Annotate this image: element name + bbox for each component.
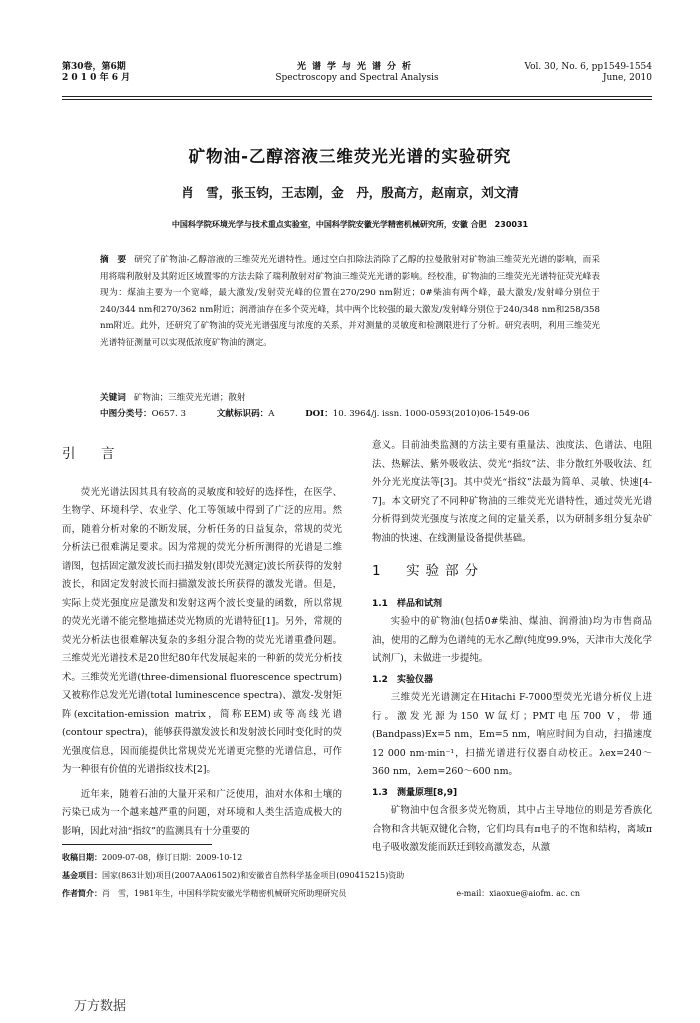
clc-label: 中图分类号： [100, 409, 152, 419]
section-experiment-heading: 1 实验部分 [372, 563, 485, 579]
doc-code-value: A [268, 409, 275, 419]
doc-code-label: 文献标识码： [216, 409, 269, 419]
subsection-instrument: 1.2 实验仪器 [372, 674, 433, 685]
running-header [62, 62, 652, 96]
abstract-label: 摘 要 [100, 255, 127, 265]
header-rule-top [62, 96, 652, 97]
principle-paragraph: 矿物油中包含很多荧光物质，其中占主导地位的则是芳香族化合物和含共轭双键化合物，它们均具有π电子的不饱和结构，离域π电子吸收激发能而跃迁到较高激发态，从激 [372, 805, 652, 853]
header-vol-issue: 第30卷，第6期 [62, 62, 126, 72]
footnote-rule [62, 844, 212, 845]
subsection-samples: 1.1 样品和试剂 [372, 598, 442, 609]
abstract-text: 研究了矿物油-乙醇溶液的三维荧光光谱特性。通过空白扣除法消除了乙醇的拉曼散射对矿物油三维荧光光谱的影响，而采用将瑞利散射及其附近区域置零的方法去除了瑞利散射对矿物油三维荧光光谱的影响。经校准，矿物油的三维荧光光谱特征荧光峰表现为：煤油主要为一个宽峰，最大激发/发射荧光峰的位置在270/290 nm附近；0#柴油有两个峰，最大激发/发射峰分别位于240/344 nm和270/362 nm附近；润滑油存在多个荧光峰，其中两个比较强的最大激发/发射峰分别位于240/348 nm和258/358 nm附近。此外，还研究了矿物油的荧光光谱强度与浓度的关系，并对测量的灵敏度和检测限进行了分析。研究表明，利用三维荧光光谱特征测量可以实现低浓度矿物油的测定。 [100, 255, 600, 348]
header-journal-cn: 光谱学与光谱分析 [296, 62, 417, 72]
intro-continued: 意义。目前油类监测的方法主要有重量法、浊度法、色谱法、电阻法、热解法、紫外吸收法、荧光“指纹”法、非分散红外吸收法、红外分光光度法等[3]。其中荧光“指纹”法最为简单、灵敏、快速[4-7]。本文研究了不同种矿物油的三维荧光光谱特性，通过荧光光谱分析得到荧光强度与浓度之间的定量关系，以为研制多组分复杂矿物油的快速、在线测量设备提供基础。 [372, 440, 652, 544]
header-journal-en: Spectroscopy and Spectral Analysis [275, 73, 439, 83]
footnote-fund: 基金项目：国家(863计划)项目(2007AA061502)和安徽省自然科学基金项目(090415215)资助 [62, 871, 405, 880]
abstract [100, 252, 600, 351]
clc-value: O657. 3 [151, 409, 186, 419]
watermark: 万方数据 [74, 999, 127, 1014]
author-email: e-mail：xiaoxue@aiofm. ac. cn [456, 889, 581, 898]
doi-label: DOI： [305, 409, 333, 419]
header-vol-en: Vol. 30, No. 6, pp1549-1554 [524, 62, 652, 72]
intro-paragraph-2: 近年来，随着石油的大量开采和广泛使用，油对水体和土壤的污染已成为一个越来越严重的问题，对环境和人类生活造成极大的影响，因此对油“指纹”的监测具有十分重要的 [62, 788, 342, 837]
header-rule-bottom [62, 99, 652, 100]
section-intro-heading: 引 言 [62, 446, 121, 462]
author-list: 肖 雪，张玉钧，王志刚，金 丹，殷高方，赵南京，刘文清 [181, 185, 519, 200]
subsection-principle: 1.3 测量原理[8,9] [372, 787, 458, 798]
right-column [372, 437, 652, 858]
keywords [100, 390, 600, 406]
header-date: 2 0 1 0 年 6 月 [62, 73, 131, 83]
keywords-text: 矿物油；三维荧光光谱；散射 [133, 393, 246, 403]
footnotes [62, 849, 662, 903]
classification-line [100, 406, 620, 422]
footnote-author: 作者简介：肖 雪，1981年生，中国科学院安徽光学精密机械研究所助理研究员 e-mail：xiaoxue@aiofm. ac. cn [62, 889, 581, 898]
keywords-label: 关键词 [100, 393, 126, 403]
affiliation: 中国科学院环境光学与技术重点实验室，中国科学院安徽光学精密机械研究所，安徽 合肥 230031 [171, 220, 529, 229]
footnote-received: 收稿日期：2009-07-08，修订日期：2009-10-12 [62, 853, 243, 862]
paper-title: 矿物油-乙醇溶液三维荧光光谱的实验研究 [188, 147, 512, 166]
header-date-en: June, 2010 [602, 73, 652, 83]
intro-paragraph-1: 荧光光谱法因其具有较高的灵敏度和较好的选择性，在医学、生物学、环境科学、农业学、化工等领域中得到了广泛的应用。然而，随着分析对象的不断发展，分析任务的日益复杂，常规的荧光分析法已很难满足要求。因为常规的荧光分析所测得的光谱是二维谱图，包括固定激发波长而扫描发射(即荧光测定)波长所获得的发射波长，和固定发射波长而扫描激发波长所获得的激发光谱。但是，实际上荧光强度应是激发和发射这两个波长变量的函数，所以常规的荧光光谱不能完整地描述荧光物质的光谱特征[1]。另外，常规的荧光分析法也很难解决复杂的多组分混合物的荧光光谱重叠问题。三维荧光光谱技术是20世纪80年代发展起来的一种新的荧光分析技术。三维荧光光谱(three-dimensional fluorescence spectrum)又被称作总发光光谱(total luminescence spectra)、激发-发射矩阵(excitation-emission matrix，简称EEM)或等高线光谱(contour spectra)，能够获得激发波长和发射波长同时变化时的荧光强度信息，因而能提供比常规荧光光谱更完整的光谱信息，可作为一种很有价值的光谱指纹技术[2]。 [62, 486, 342, 775]
header-pages [524, 62, 652, 84]
instrument-paragraph: 三维荧光光谱测定在Hitachi F-7000型荧光光谱分析仪上进行。激发光源为150 W氙灯；PMT电压700 V，带通(Bandpass)Ex=5 nm，Em=5 nm，响应时间为自动，扫描速度12 000 nm·min⁻¹，扫描光谱进行仪器自动校正。λex=240～360 nm，λem=260～600 nm。 [372, 692, 652, 777]
left-column [62, 437, 342, 841]
samples-paragraph: 实验中的矿物油(包括0#柴油、煤油、润滑油)均为市售商品油，使用的乙醇为色谱纯的无水乙醇(纯度99.9%，天津市大茂化学试剂厂)，未做进一步提纯。 [372, 616, 652, 664]
doi-value: 10. 3964/j. issn. 1000-0593(2010)06-1549-06 [332, 409, 530, 419]
